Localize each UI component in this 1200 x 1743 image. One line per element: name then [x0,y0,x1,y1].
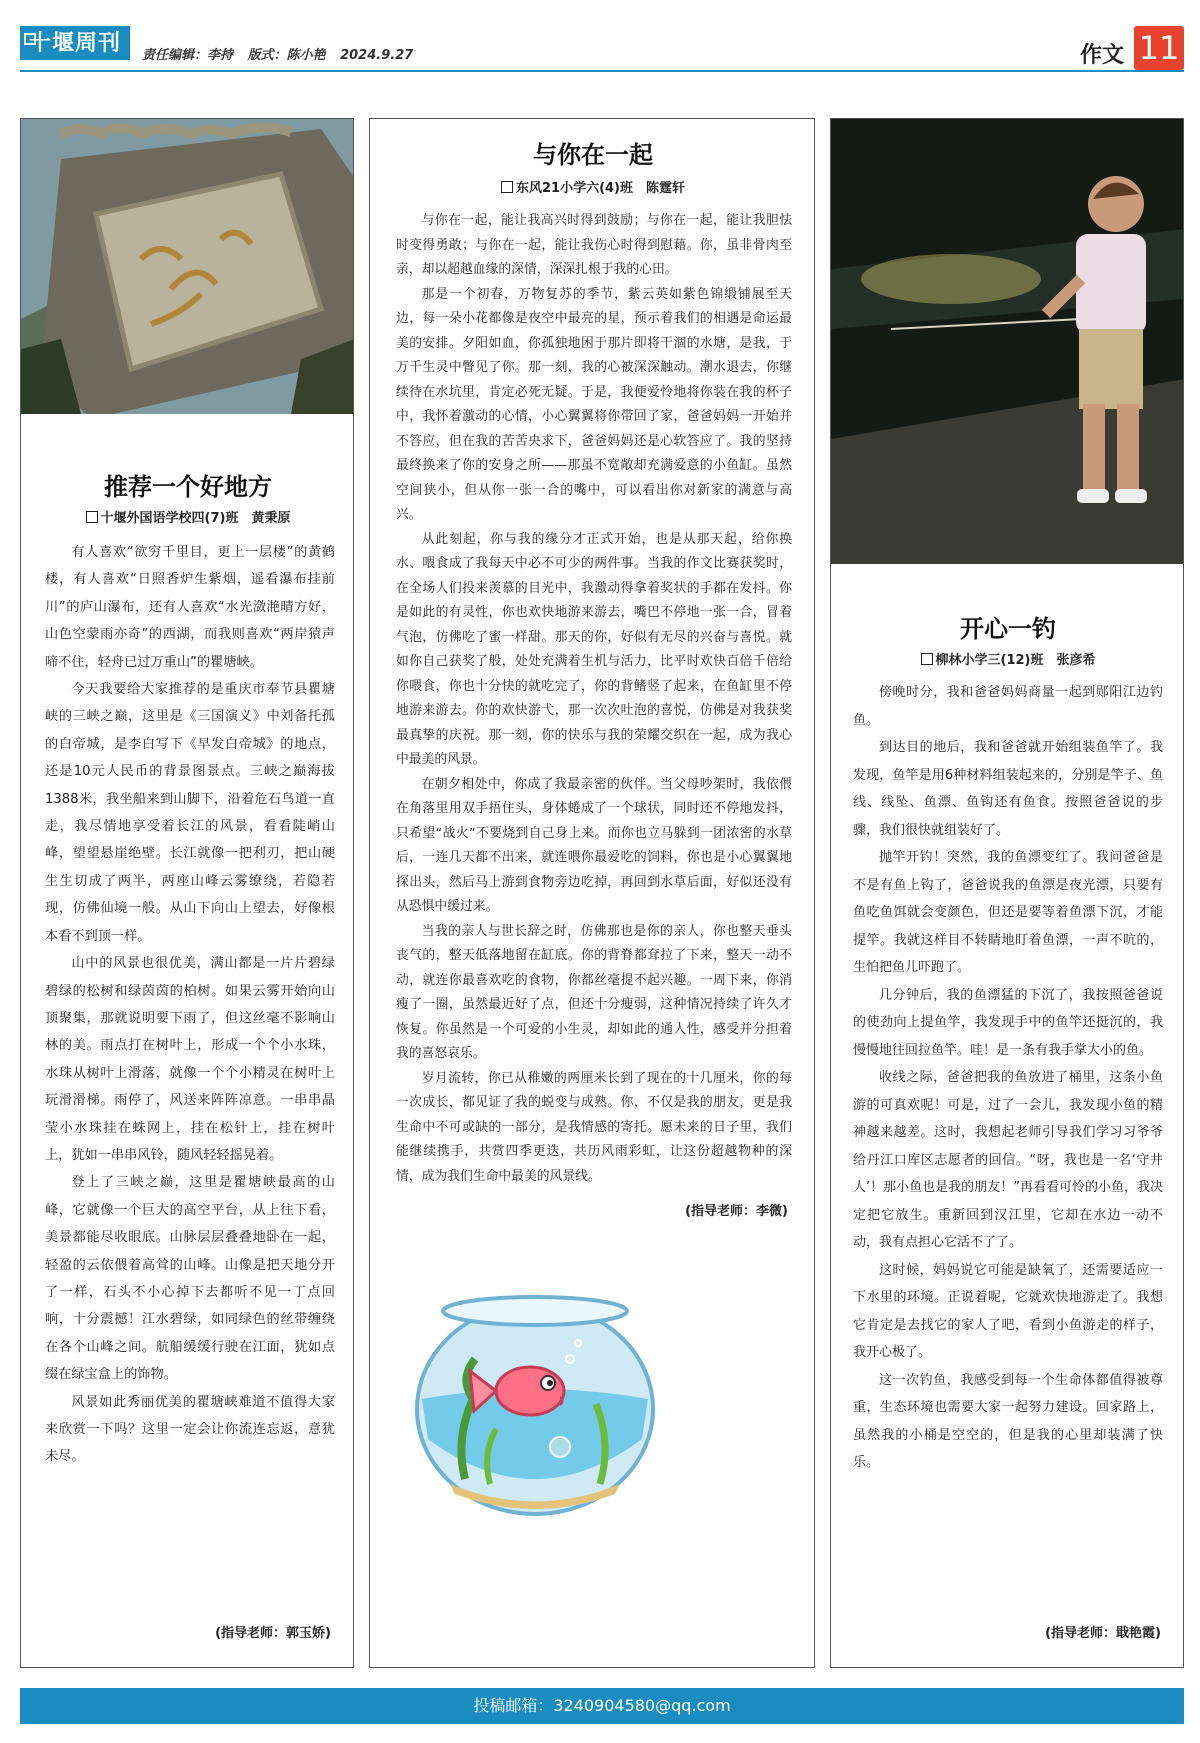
article-byline [831,649,1184,668]
paragraph: 风景如此秀丽优美的瞿塘峡难道不值得大家来欣赏一下吗？这里一定会让你流连忘返，意犹未尽。 [45,1394,335,1465]
teacher-credit: (指导老师：李微) [685,1204,788,1219]
paragraph: 这时候，妈妈说它可能是缺氧了，还需要适应一下水里的环境。正说着呢，它就欢快地游走了。我想它肯定是去找它的家人了吧，看到小鱼游走的样子，我开心极了。 [853,1262,1163,1360]
article-byline [370,177,815,196]
article-right [830,118,1184,1668]
editor-credits [142,44,423,63]
newspaper-logo: 十堰周刊 [20,26,130,60]
paragraph: 今天我要给大家推荐的是重庆市奉节县瞿塘峡的三峡之巅，这里是《三国演义》中刘备托孤的白帝城，是李白写下《早发白帝城》的地点，还是10元人民币的背景图景点。三峡之巅海拔1388米，我坐船来到山脚下，沿着危石鸟道一直走，我尽情地享受着长江的风景，看看陡峭山峰，望望悬崖绝壁。长江就像一把利刃，把山硬生生切成了两半，两座山峰云雾缭绕，若隐若现，仿佛仙境一般。从山下向山上望去，好像根本看不到顶一样。 [45,682,335,944]
gate-photo-illustration [21,119,354,414]
article-title: 与你在一起 [533,140,653,169]
paragraph: 几分钟后，我的鱼漂猛的下沉了，我按照爸爸说的使劲向上提鱼竿，我发现手中的鱼竿还挺沉的，我慢慢地往回拉鱼竿。哇！是一条有我手掌大小的鱼。 [853,987,1163,1058]
article-title: 推荐一个好地方 [104,472,272,501]
article-body [853,679,1163,1477]
paragraph: 与你在一起，能让我高兴时得到鼓励；与你在一起，能让我胆怯时变得勇敢；与你在一起，能让我伤心时得到慰藉。你，虽非骨肉至亲，却以超越血缘的深情，深深扎根于我的心田。 [396,213,792,277]
layout-name: 版式：陈小艳 [247,48,326,63]
article-body [45,539,335,1471]
article-body [396,209,792,1189]
article-byline [21,507,354,526]
byline-text: 十堰外国语学校四(7)班 黄秉原 [100,511,291,526]
teacher-credit: (指导老师：戢艳霞) [1045,1626,1161,1641]
three-gorges-gate-photo [21,119,354,414]
paragraph: 这一次钓鱼，我感受到每一个生命体都值得被尊重，生态环境也需要大家一起努力建设。回家路上，虽然我的小桶是空空的，但是我的心里却装满了快乐。 [853,1372,1163,1470]
paragraph: 从此刻起，你与我的缘分才正式开始，也是从那天起，给你换水、喂食成了我每天中必不可少的两件事。当我的作文比赛获奖时，在全场人们投来羡慕的目光中，我激动得拿着奖状的手都在发抖。你是如此的有灵性，你也欢快地游来游去，嘴巴不停地一张一合，冒着气泡，仿佛吃了蜜一样甜。那天的你，好似有无尽的兴奋与喜悦。就如你自己获奖了般，处处充满着生机与活力，比平时欢快百倍千倍给你喂食，你也十分快的就吃完了，你的背鳍竖了起来，在鱼缸里不停地游来游去。你的欢快游弋，那一次次吐泡的喜悦，仿佛是对我获奖最真挚的庆祝。那一刻，你的快乐与我的荣耀交织在一起，成为我心中最美的风景。 [396,531,792,767]
article-left [20,118,354,1668]
issue-date: 2024.9.27 [340,48,414,63]
paragraph: 那是一个初春，万物复苏的季节，紫云英如紫色锦缎铺展至天边，每一朵小花都像是夜空中最亮的星，预示着我们的相遇是命运最美的安排。夕阳如血，你孤独地困于那片即将干涸的水塘，是我，于万千生灵中瞥见了你。那一刻，我的心被深深触动。潮水退去，你继续待在水坑里，肯定必死无疑。于是，我便爱怜地将你装在我的杯子中，我怀着激动的心情，小心翼翼将你带回了家，爸爸妈妈一开始并不答应，但在我的苦苦央求下，爸爸妈妈还是心软答应了。我的坚持最终换来了你的安身之所——那虽不宽敞却充满爱意的小鱼缸。虽然空间狭小，但从你一张一合的嘴中，可以看出你对新家的满意与高兴。 [396,286,792,522]
paragraph: 山中的风景也很优美，满山都是一片片碧绿碧绿的松树和绿茵茵的柏树。如果云雾开始向山顶聚集，那就说明要下雨了，但这丝毫不影响山林的美。雨点打在树叶上，形成一个个小水珠，水珠从树叶上滑落，就像一个个小精灵在树叶上玩滑滑梯。雨停了，风送来阵阵凉意。一串串晶莹小水珠挂在蛛网上，挂在松针上，挂在树叶上，犹如一串串风铃，随风轻轻摇晃着。 [45,956,335,1163]
page-header [20,22,1184,72]
paragraph: 登上了三峡之巅，这里是瞿塘峡最高的山峰，它就像一个巨大的高空平台，从上往下看，美景都能尽收眼底。山脉层层叠叠地卧在一起，轻盈的云依偎着高耸的山峰。山像是把天地分开了一样，石头不小心掉下去都听不见一丁点回响，十分震撼！江水碧绿，如同绿色的丝带缠绕在各个山峰之间。航船缓缓行驶在江面，犹如点缀在绿宝盒上的饰物。 [45,1175,335,1383]
byline-text: 东风21小学六(4)班 陈霆轩 [515,181,686,196]
byline-box-icon [921,653,933,665]
submission-email-footer: 投稿邮箱：3240904580@qq.com [20,1688,1184,1724]
editor-name: 责任编辑：李持 [142,48,234,63]
paragraph: 傍晚时分，我和爸爸妈妈商量一起到郧阳江边钓鱼。 [853,685,1163,728]
page-number: 11 [1134,26,1184,70]
paragraph: 在朝夕相处中，你成了我最亲密的伙伴。当父母吵架时，我依偎在角落里用双手捂住头，身体蜷成了一个球状，同时还不停地发抖，只希望“战火”不要烧到自己身上来。而你也立马躲到一团浓密的水草后，一连几天都不出来，就连喂你最爱吃的饲料，你也是小心翼翼地探出头，然后马上游到食物旁边吃掉，再回到水草后面，好似还没有从恐惧中缓过来。 [396,776,792,914]
section-title: 作文 [1079,42,1124,68]
paragraph: 抛竿开钓！突然，我的鱼漂变红了。我问爸爸是不是有鱼上钩了，爸爸说我的鱼漂是夜光漂，只要有鱼吃鱼饵就会变颜色，但还是要等着鱼漂下沉，才能提竿。我就这样目不转睛地盯着鱼漂，一声不吭的，生怕把鱼儿吓跑了。 [853,850,1163,975]
fishbowl-icon [410,1279,660,1524]
fishing-photo-illustration [831,119,1184,564]
byline-text: 柳林小学三(12)班 张彦希 [935,653,1096,668]
article-title: 开心一钓 [960,614,1056,643]
paragraph: 岁月流转，你已从稚嫩的两厘米长到了现在的十几厘米，你的每一次成长，都见证了我的蜕变与成熟。你，不仅是我的朋友，更是我生命中不可或缺的一部分，是我情感的寄托。愿未来的日子里，我们能继续携手，共赏四季更迭，共历风雨彩虹，让这份超越物种的深情，成为我们生命中最美的风景线。 [396,1070,792,1184]
article-middle [369,118,815,1668]
header-divider [20,70,1184,72]
byline-box-icon [501,181,513,193]
teacher-credit: (指导老师：郭玉娇) [215,1626,331,1641]
paragraph: 有人喜欢“欲穷千里目，更上一层楼”的黄鹤楼，有人喜欢“日照香炉生紫烟，遥看瀑布挂前川”的庐山瀑布，还有人喜欢“水光潋滟晴方好，山色空蒙雨亦奇”的西湖，而我则喜欢“两岸猿声啼不住，轻舟已过万重山”的瞿塘峡。 [45,545,335,670]
boy-fishing-photo [831,119,1184,564]
paragraph: 当我的亲人与世长辞之时，仿佛那也是你的亲人，你也整天垂头丧气的，整天低落地留在缸底。你的背脊都耷拉了下来，整天一动不动，就连你最喜欢吃的食物，你都丝毫提不起兴趣。一周下来，你消瘦了一圈，虽然最近好了点，但还十分瘦弱，这种情况持续了许久才恢复。你虽然是一个可爱的小生灵，却如此的通人性，感受并分担着我的喜怒哀乐。 [396,923,792,1061]
byline-box-icon [86,511,98,523]
fishbowl-illustration [410,1279,660,1524]
paragraph: 收线之际，爸爸把我的鱼放进了桶里，这条小鱼游的可真欢呢！可是，过了一会儿，我发现小鱼的精神越来越差。这时，我想起老师引导我们学习习爷爷给丹江口库区志愿者的回信。“呀，我也是一名‘守井人’！那小鱼也是我的朋友！”再看看可怜的小鱼，我决定把它放生。重新回到汉江里，它却在水边一动不动，我有点担心它活不了了。 [853,1070,1163,1250]
paragraph: 到达目的地后，我和爸爸就开始组装鱼竿了。我发现，鱼竿是用6种材料组装起来的，分别是竿子、鱼线、线坠、鱼漂、鱼钩还有鱼食。按照爸爸说的步骤，我们很快就组装好了。 [853,740,1163,838]
